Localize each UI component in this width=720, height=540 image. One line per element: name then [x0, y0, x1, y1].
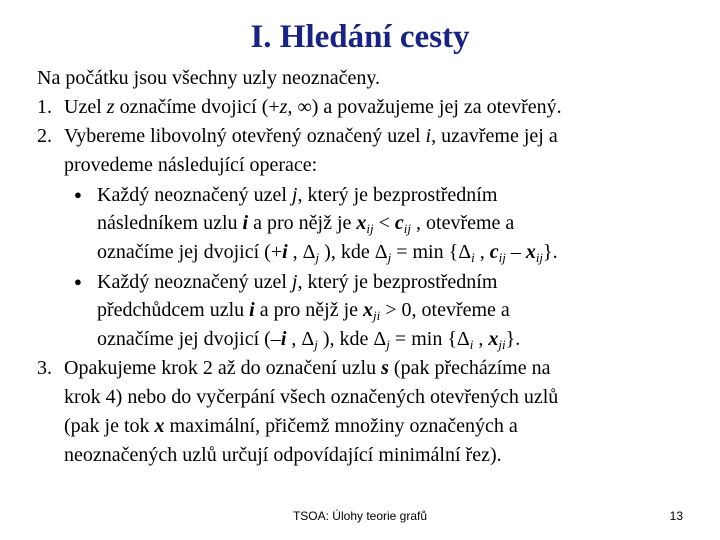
- step-2-text: provedeme následující operace:: [64, 154, 318, 176]
- bullet-2-text: Každý neoznačený uzel: [97, 271, 292, 293]
- var-i: i: [249, 299, 255, 321]
- bullet-2-text: a pro nějž je: [254, 299, 364, 321]
- bullet-2-line: [37, 296, 707, 325]
- var-x: x: [356, 212, 367, 234]
- var-z: z: [106, 96, 115, 118]
- var-c: c: [489, 241, 499, 263]
- var-x: x: [488, 328, 499, 350]
- var-i: i: [282, 241, 288, 263]
- var-x: x: [363, 299, 374, 321]
- step-3-number: 3.: [37, 357, 52, 379]
- bullet-1-text: <: [373, 212, 395, 234]
- bullet-1-text: ,: [474, 241, 490, 263]
- step-3-text: (pak je tok: [64, 415, 155, 437]
- intro-text: Na počátku jsou všechny uzly neoznačeny.: [37, 67, 381, 89]
- step-1-text: , ∞) a považujeme jej za otevřený.: [287, 96, 562, 118]
- step-3-text: (pak přecházíme na: [388, 357, 551, 379]
- bullet-1-text: –: [505, 241, 526, 263]
- subscript: ij: [535, 250, 544, 265]
- step-3-line: [37, 354, 707, 383]
- bullet-1-text: , který je bezprostředním: [297, 184, 498, 206]
- bullet-1-text: }.: [543, 241, 558, 263]
- bullet-2-text: }.: [505, 328, 521, 350]
- subscript: ji: [373, 308, 381, 323]
- step-2-line: [37, 122, 707, 151]
- subscript: ji: [498, 337, 506, 352]
- bullet-icon: ●: [74, 187, 82, 202]
- var-c: c: [394, 212, 404, 234]
- step-1-text: označíme dvojicí (+: [114, 96, 280, 118]
- subscript: ij: [403, 221, 412, 236]
- page-number: 13: [669, 509, 683, 523]
- step-2-text: , uzavřeme jej a: [431, 125, 558, 147]
- step-2-line: [37, 151, 707, 180]
- var-x: x: [525, 241, 536, 263]
- slide-body: [37, 64, 707, 470]
- bullet-icon: ●: [74, 274, 82, 289]
- bullet-2-text: ), kde Δ: [317, 328, 387, 350]
- bullet-2-text: > 0, otevřeme a: [380, 299, 510, 321]
- bullet-1-text: Každý neoznačený uzel: [97, 184, 292, 206]
- footer-text: TSOA: Úlohy teorie grafů: [292, 509, 428, 523]
- step-3-line: [37, 412, 707, 441]
- bullet-2-text: předchůdcem uzlu: [97, 299, 250, 321]
- subscript: i: [469, 337, 474, 352]
- subscript: j: [387, 250, 392, 265]
- step-3-text: maximální, přičemž množiny označených a: [164, 415, 518, 437]
- bullet-2-text: , který je bezprostředním: [297, 271, 498, 293]
- step-3-line: [37, 441, 707, 470]
- bullet-1-text: následníkem uzlu: [97, 212, 243, 234]
- bullet-1-text: a pro nějž je: [248, 212, 357, 234]
- bullet-2-text: , Δ: [286, 328, 315, 350]
- subscript: i: [471, 250, 475, 265]
- step-3-line: [37, 383, 707, 412]
- var-i: i: [280, 328, 287, 350]
- var-i: i: [425, 125, 432, 147]
- slide-title: I. Hledání cesty: [250, 19, 470, 55]
- bullet-2-text: ,: [473, 328, 489, 350]
- step-3-text: krok 4) nebo do vyčerpání všech označených otevřených uzlů: [64, 386, 559, 408]
- bullet-2-text: = min {Δ: [389, 328, 470, 350]
- var-z: z: [279, 96, 288, 118]
- subscript: j: [314, 337, 318, 352]
- step-2-number: 2.: [37, 125, 52, 147]
- subscript: ij: [498, 250, 506, 265]
- bullet-2-line: [37, 267, 707, 296]
- bullet-1-text: ), kde Δ: [319, 241, 388, 263]
- intro-line: [37, 64, 707, 93]
- bullet-1-line: [37, 238, 707, 267]
- bullet-2-text: označíme jej dvojicí (–: [97, 328, 281, 350]
- var-j: j: [291, 271, 298, 293]
- bullet-1-text: označíme jej dvojicí (+: [97, 241, 283, 263]
- step-1-line: [37, 93, 707, 122]
- var-j: j: [291, 184, 298, 206]
- bullet-1-text: , otevřeme a: [411, 212, 515, 234]
- var-s: s: [381, 357, 389, 379]
- step-1-number: 1.: [37, 96, 52, 118]
- step-3-text: neoznačených uzlů určují odpovídající minimální řez).: [64, 444, 502, 466]
- subscript: ij: [366, 221, 374, 236]
- subscript: j: [315, 250, 320, 265]
- step-1-text: Uzel: [64, 96, 107, 118]
- bullet-1-text: , Δ: [287, 241, 316, 263]
- bullet-1-text: = min {Δ: [391, 241, 472, 263]
- subscript: j: [386, 337, 390, 352]
- bullet-1-line: [37, 180, 707, 209]
- bullet-1-line: [37, 209, 707, 238]
- bullet-2-line: [37, 325, 707, 354]
- var-x: x: [154, 415, 165, 437]
- step-3-text: Opakujeme krok 2 až do označení uzlu: [64, 357, 382, 379]
- var-i: i: [242, 212, 249, 234]
- step-2-text: Vybereme libovolný otevřený označený uzel: [64, 125, 426, 147]
